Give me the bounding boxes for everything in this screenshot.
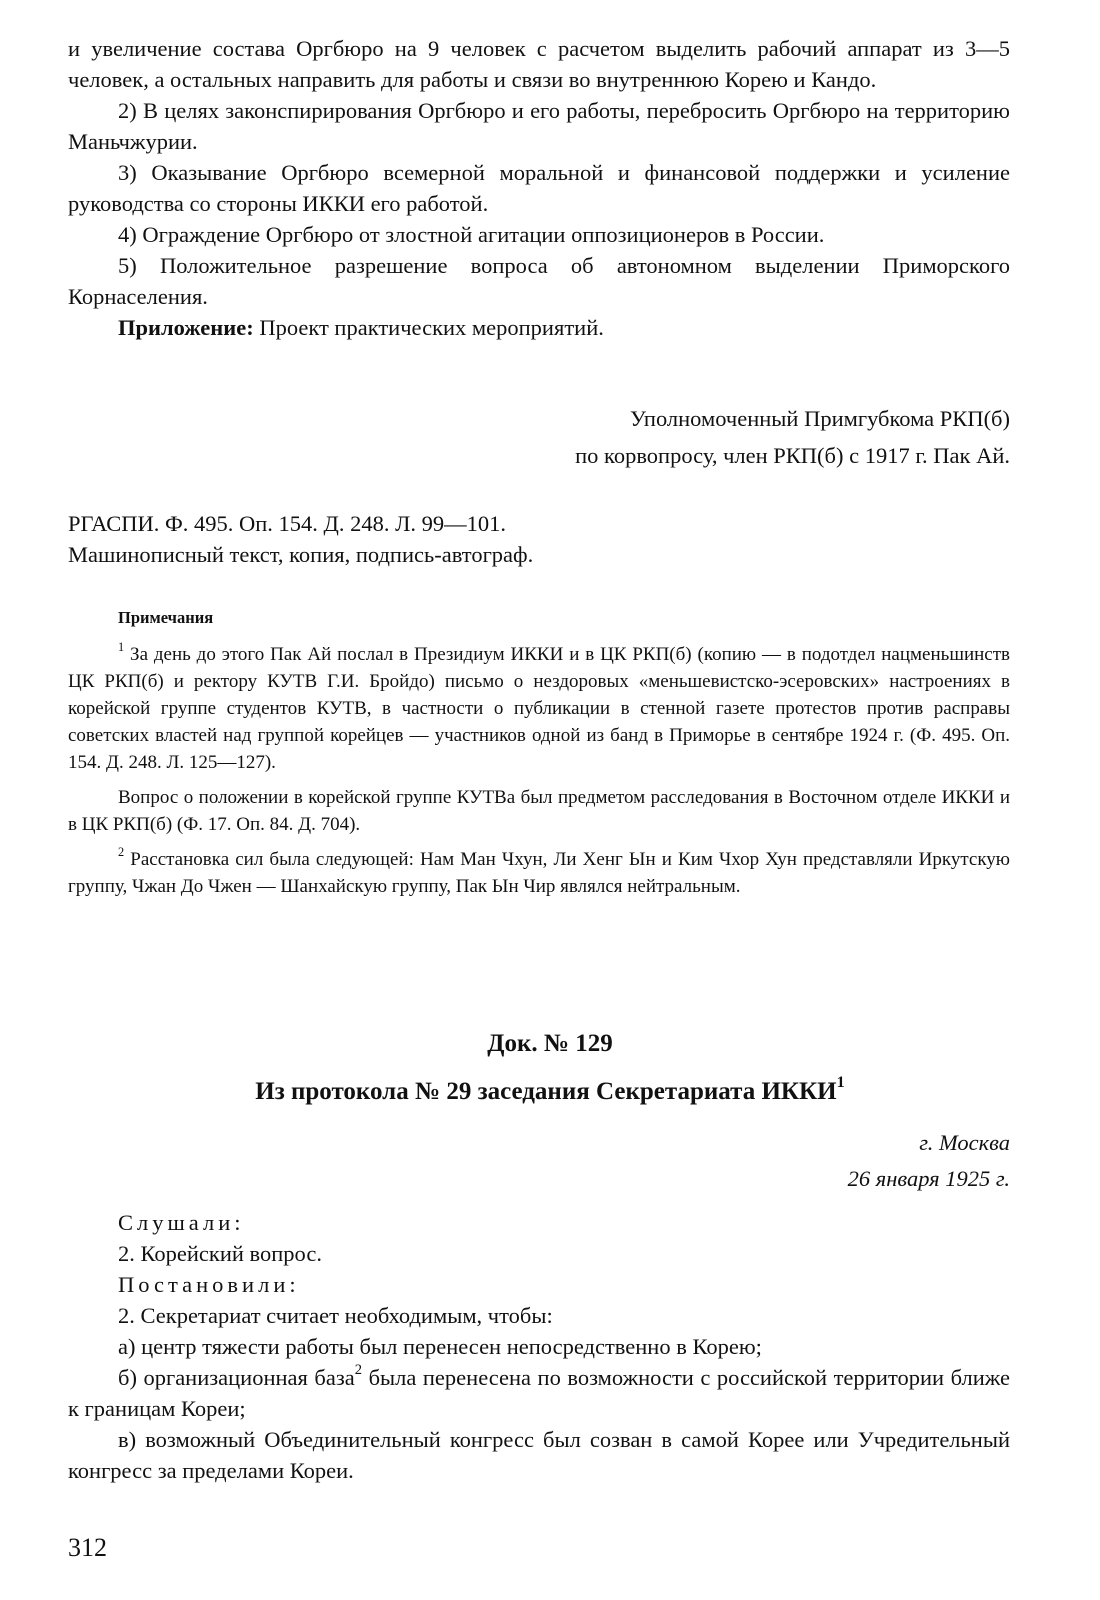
resolution-text: была перенесена по возможности с российской территории ближе к границам Кореи;: [68, 1365, 1010, 1421]
archive-line: РГАСПИ. Ф. 495. Оп. 154. Д. 248. Л. 99—101.: [68, 511, 507, 536]
note-text: Расстановка сил была следующей: Нам Ман Чхун, Ли Хенг Ын и Ким Чхор Хун представляли Иркутскую группу, Чжан До Чжен — Шанхайскую группу, Пак Ын Чир являлся нейтральным.: [68, 849, 1010, 897]
footnote-mark: 1: [118, 639, 125, 654]
top-text-block: [68, 33, 1010, 343]
protocol-body: [68, 1207, 1010, 1486]
footnote-mark: 2: [118, 844, 125, 859]
archive-line: Машинописный текст, копия, подпись-автограф.: [68, 542, 534, 567]
note-2: [68, 846, 1010, 900]
date: 26 января 1925 г.: [847, 1166, 1010, 1191]
paragraph: 4) Ограждение Оргбюро от злостной агитации оппозиционеров в России.: [118, 222, 825, 247]
resolved-label: Постановили:: [118, 1272, 300, 1297]
note-1-continued: Вопрос о положении в корейской группе КУТВа был предметом расследования в Восточном отделе ИККИ и в ЦК РКП(б) (Ф. 17. Оп. 84. Д. 704).: [68, 787, 1010, 835]
resolution-item: а) центр тяжести работы был перенесен непосредственно в Корею;: [118, 1334, 762, 1359]
appendix-text: Проект практических мероприятий.: [253, 315, 604, 340]
signature-line: Уполномоченный Примгубкома РКП(б): [629, 406, 1010, 431]
footnote-mark: 2: [354, 1362, 363, 1379]
document-title: [0, 1073, 1100, 1106]
notes-section: [68, 604, 1010, 900]
page-number: 312: [68, 1533, 107, 1562]
paragraph: и увеличение состава Оргбюро на 9 человек с расчетом выделить рабочий аппарат из 3—5 человек, а остальных направить для работы и связи во внутреннюю Корею и Кандо.: [68, 36, 1010, 92]
paragraph: 3) Оказывание Оргбюро всемерной моральной и финансовой поддержки и усиление руководства со стороны ИККИ его работой.: [68, 160, 1010, 216]
resolution-text: б) организационная база: [118, 1365, 355, 1390]
resolution-item: 2. Секретариат считает необходимым, чтобы:: [118, 1303, 553, 1328]
paragraph: 2) В целях законспирирования Оргбюро и его работы, перебросить Оргбюро на территорию Маньчжурии.: [68, 98, 1010, 154]
archive-reference: [68, 508, 1010, 570]
signature-block: [310, 400, 1010, 474]
document-title-text: Из протокола № 29 заседания Секретариата ИККИ: [255, 1078, 837, 1105]
appendix-label: Приложение:: [118, 315, 254, 340]
appendix-line: [68, 312, 1010, 343]
signature-line: по корвопросу, член РКП(б) с 1917 г. Пак Ай.: [575, 443, 1010, 468]
note-1: [68, 641, 1010, 776]
heard-item: 2. Корейский вопрос.: [118, 1241, 322, 1266]
notes-heading: Примечания: [118, 608, 214, 627]
note-text: За день до этого Пак Ай послал в Президиум ИККИ и в ЦК РКП(б) (копию — в подотдел нацменьшинств ЦК РКП(б) и ректору КУТВ Г.И. Бройдо) письмо о нездоровых «меньшевистско-эсеровских» настроениях в корейской группе студентов КУТВ, в частности о публикации в стенной газете протестов против расправы советских властей над группой корейцев — участников одной из банд в Приморье в сентябре 1924 г. (Ф. 495. Оп. 154. Д. 248. Л. 125—127).: [68, 644, 1010, 773]
place: г. Москва: [919, 1130, 1010, 1155]
paragraph: 5) Положительное разрешение вопроса об автономном выделении Приморского Корнаселения.: [68, 253, 1010, 309]
resolution-item: [68, 1362, 1010, 1424]
document-number: Док. № 129: [487, 1030, 613, 1057]
resolution-item: в) возможный Объединительный конгресс был созван в самой Корее или Учредительный конгресс за пределами Кореи.: [68, 1427, 1010, 1483]
heard-label: Слушали:: [118, 1210, 245, 1235]
footnote-mark: 1: [836, 1073, 845, 1092]
place-date: [848, 1125, 1010, 1197]
